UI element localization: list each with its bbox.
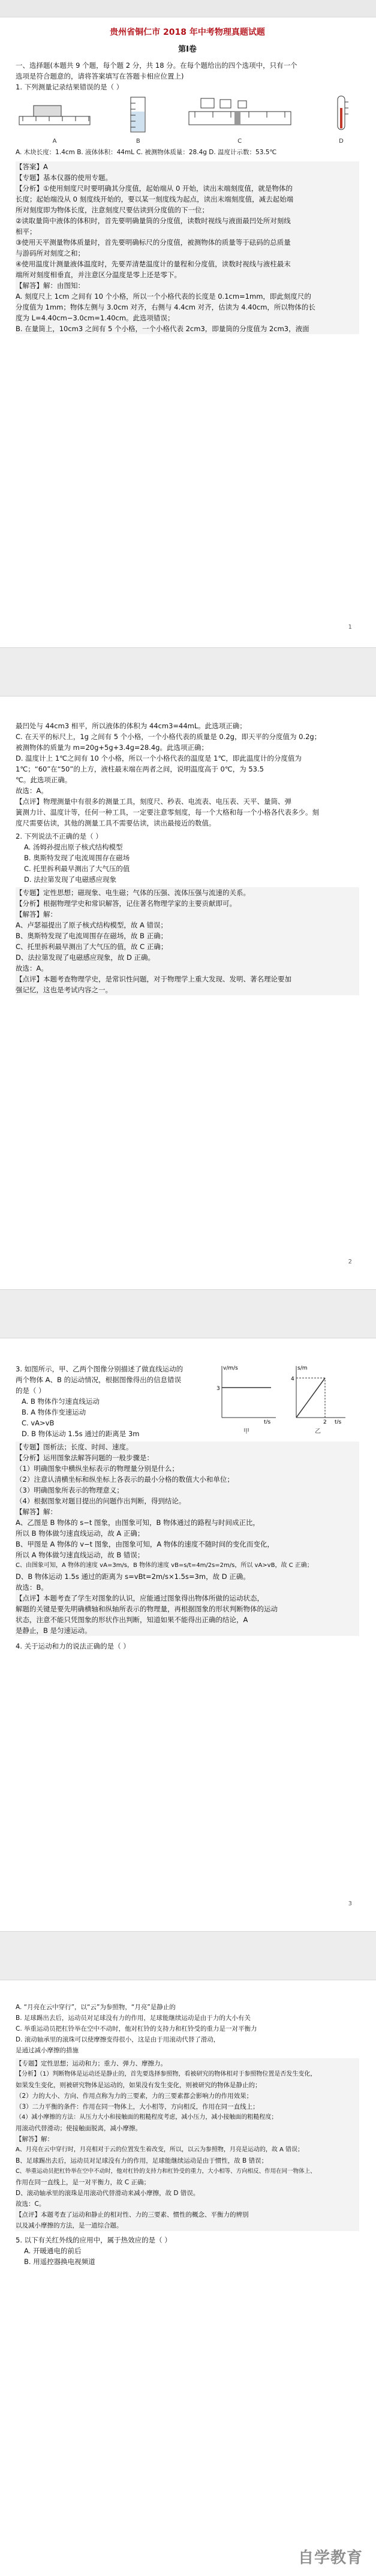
cylinder-figure [120,94,156,145]
graph-b-label: 乙 [315,1428,321,1435]
answer-line: 状态，注意不能只凭图象的形状作出判断，知道如果不能得出正确的结论，A [16,1616,248,1624]
question-3: 两个物体 A、B 的运动情况，根据图像得出的信息错误 [16,1376,182,1384]
answer-line: 所以 A 物体做匀速直线运动，故 B 错误； [16,1551,145,1559]
graph-a-ylabel: v/m/s [223,1365,238,1371]
question-1-figures [16,94,359,145]
answer-line: 【点评】本题考查物理学史，是常识性问题，对于物理学上重大发现、发明、著名理论要加 [16,975,291,983]
answer-line: 1℃；“60”在“50”的上方，液柱最末端在两者之间，说明温度高于 0℃，为 53.5 [16,765,264,773]
ruler-figure [16,94,94,145]
figure-label: D [339,138,344,145]
answer-line: C、由图象可知，A 物体的速度 vA=3m/s，B 物体的速度 vB=s/t=4m/2s=2m/s，所以 vA>vB，故 C 正确； [16,1562,313,1569]
page-1 [0,17,376,648]
answer-line: C、托里拆利最早测出了大气压的值，故 C 正确； [16,942,168,951]
answer-line: 如果发生变化，则被研究物体是运动的，如果没有发生变化，则被研究的物体是静止的； [16,2082,261,2089]
answer-line: D、B 物体运动 1.5s 通过的距离为 s=vBt=2m/s×1.5s=3m，故 D 正确。 [16,1572,250,1581]
answer-line: C. 在天平的标尺上，1g 之间有 5 个小格，一个小格代表的质量是 0.2g，即天平的分度值为 0.2g； [16,732,321,741]
answer-block [16,887,359,995]
answer-line: ④使用温度计测量液体温度时，先要弄清楚温度计的量程和分度值，读数时视线与液柱最末 [16,260,291,268]
option-line: A. 开暖通电的前后 [24,2247,82,2255]
instruction-line: 选项是符合题意的，请将答案填写在答题卡相应位置上) [16,72,184,80]
answer-line: 是静止，B 是匀速运动。 [16,1626,92,1635]
option-line: B. 足球踢出去后，运动员对足球没有力的作用，足球能继续运动是由于力的大小有关 [16,2014,251,2022]
answer-line: 分度值为 1mm；物体左侧与 3.0cm 对齐，右侧与 4.4cm 对齐，估读为 4.40cm，所以物体的长 [16,303,315,311]
option-line: C. 举重运动员把杠铃举在空中不动时，他对杠铃的支持力和杠铃受的重力是一对平衡力 [16,2025,257,2032]
graph-b-tick-y: 4 [291,1376,294,1382]
answer-line: 【专题】图析法；长度、时间、速度。 [16,1443,133,1451]
answer-line: 簧测力计、温度计等，任何一种工具，一定要注意零刻度，每一个大格和每一个小格各代表多少。刻 [16,808,319,816]
answer-line: 相平； [16,227,37,236]
answer-line: 长度；起始端没从 0 刻度线开始的，要以某一刻度线为起点，读出末端刻度值，减去起始端 [16,195,294,203]
answer-line: 用滚动代替滑动；使接触面脱离，减小摩擦。 [16,2125,142,2132]
graph-a-xlabel: t/s [264,1419,271,1424]
page-gap [0,1290,376,1338]
answer-line: 【专题】定性思想；磁现象、电生磁；气体的压强、流体压强与流速的关系。 [16,888,250,897]
answer-line: A、月亮在云中穿行时，月亮相对于云的位置发生着改变，所以，以云为参照物，月亮是运动的，故 A 错误； [16,2146,304,2153]
answer-line: 故选：C。 [16,2200,46,2208]
page-gap [0,1932,376,1980]
option-line: D. 滚动轴承里的滚珠可以使摩擦变得很小，这是由于用滚动代替了滑动， [16,2036,220,2043]
instruction-line: 一、选择题(本题共 9 个题，每个题 2 分，共 18 分。在每个题给出的四个选项中，只有一个 [16,61,297,70]
answer-line: （3）明确图象所表示的物理意义； [16,1486,124,1494]
answer-line: 【分析】①使用刻度尺时要明确其分度值，起始端从 0 开始，读出末端刻度值，就是物体的 [16,184,293,193]
answer-line: （4）根据图象对题目提出的问题作出判断，得到结论。 [16,1497,186,1505]
answer-line: 【解答】解： [16,2136,53,2143]
answer-line: 【点评】本题考查了运动和静止的相对性、力的三要素、惯性的概念、平衡力的辨别 [16,2211,249,2218]
page-4 [0,1980,376,2576]
graph-a-tick: 3 [216,1386,220,1392]
answer-line: （2）力的大小、方向、作用点称为力的三要素，力的三要素都会影响力的作用效果； [16,2092,253,2100]
answer-line: 故选：A。 [16,786,48,795]
answer-block [16,161,359,334]
answer-line: 强记忆，这也是考试内容之一。 [16,986,112,994]
answer-block [16,2058,359,2231]
question-5: 5. 以下有关红外线的应用中，属于热效应的是（ ） [16,2236,172,2244]
option-line: A. B 物体作匀速直线运动 [22,1397,100,1406]
answer-line: 【点评】本题考查了学生对图象的认识，应能通过图象得出物体所做的运动状态， [16,1594,264,1602]
question-1: 1. 下列测量记录结果错误的是（ ） [16,83,124,91]
answer-line: （2）注意认清横坐标和纵坐标上各表示的最小分格的数值大小和单位； [16,1475,234,1484]
figure-label: B [136,138,140,145]
answer-line: 【专题】基本仪器的使用专题。 [16,173,112,182]
answer-line: 【解答】解： [16,910,57,918]
answer-line: 故选：A。 [16,964,48,972]
graph-a-label: 甲 [243,1428,249,1435]
answer-line: ②读取量筒中液体的体积时，首先要明确量筒的分度值，读数时视线与液面最凹处所对刻线 [16,217,291,225]
answer-line: A. 刻度尺上 1cm 之间有 10 个小格，所以一个小格代表的长度是 0.1cm=1mm，即此刻度尺的 [16,292,311,301]
answer-line: 【分析】（1）判断物体是运动还是静止的，首先要选择参照物，看被研究的物体相对于参照物位置是否发生变化， [16,2071,317,2077]
answer-block [16,1442,359,1636]
answer-line: 端所对刻度相垂直，并注意区分温度是零上还是零下。 [16,271,181,279]
answer-line: ℃。此选项正确。 [16,776,72,784]
site-watermark: 自学教育 [297,2549,363,2567]
answer-line: 【解答】解： [16,1508,57,1516]
answer-line: 【分析】运用图象法解答问题的一般步骤是： [16,1454,154,1462]
answer-line: B、奥斯特发现了电流周围存在磁场，故 B 正确； [16,932,168,940]
question-2: 2. 下列说法不正确的是（ ） [16,832,103,840]
answer-line: 被测物体的质量为 m=20g+5g+3.4g=28.4g。此选项正确； [16,743,208,752]
page-number: 2 [348,1259,352,1265]
option-line: C. vA>vB [22,1419,55,1427]
answer-line: D. 温度计上 1℃之间有 10 个小格，所以一个小格代表的温度是 1℃，即此温度计的分度值为 [16,754,302,762]
answer-line: 所以 B 物体做匀速直线运动，故 A 正确； [16,1529,145,1538]
option-line: A. “月亮在云中穿行”，以“云”为参照物，“月亮”是静止的 [16,2004,176,2011]
option-line: D. B 物体运动 1.5s 通过的距离是 3m [22,1430,140,1438]
answer-line: ③使用天平测量物体质量时，首先要明确标尺的分度值，被测物体的质量等于砝码的总质量 [16,238,291,247]
answer-line: B. 在量筒上，10cm3 之间有 5 个小格，一个小格代表 2cm3，即量筒的分度值为 2cm3，液面 [16,325,309,333]
answer-line: D、滚动轴承里的滚珠是用滚动代替滑动来减小摩擦，故 D 错误。 [16,2190,200,2197]
answer-line: 解题的关键是要先明确横轴和纵轴所表示的物理量，再根据图象的形状判断物体的运动 [16,1605,278,1613]
answer-line: 【专题】定性思想；运动和力；重力、弹力、摩擦力。 [16,2060,167,2067]
answer-line: （4）减小摩擦的方法：从压力大小和接触面的粗糙程度考虑，减小压力，减小接触面的粗糙程度； [16,2114,278,2121]
option-line: 是通过减小摩擦的措施 [16,2047,79,2054]
question-3: 3. 如图所示，甲、乙两个图像分别描述了做直线运动的 [16,1365,184,1373]
section-heading: 第Ⅰ卷 [178,45,197,54]
answer-line: 【解答】解：由图知： [16,281,85,290]
answer-line: B、足球踢出去后，运动员对足球没有力的作用，足球能继续运动是由于惯性，故 B 错误； [16,2157,268,2164]
question-3: 的是（ ） [16,1386,46,1395]
answer-line: （3）二力平衡的条件：作用在同一物体上，大小相等，方向相反，作用在同一直线上； [16,2103,259,2110]
thermometer-figure [323,94,359,145]
answer-line: 【分析】根据物理学史和常识解答，记住著名物理学家的主要贡献即可。 [16,899,236,908]
answer-line: （1）明确图象中横纵坐标表示的物理量分别是什么； [16,1464,179,1473]
answer-line: 【答案】A [16,163,48,171]
option-line: C. 托里拆利最早测出了大气压的值 [24,864,130,873]
question-1-options: A. 木块长度：1.4cm B. 液体体积：44mL C. 被测物体质量：28.4g D. 温度计示数：53.5℃ [16,149,277,156]
page-number: 1 [348,624,352,631]
page-2 [0,696,376,1290]
option-line: B. 用遥控器换电视频道 [24,2257,95,2266]
figure-label: C [237,138,242,145]
answer-line: 【点评】物理测量中有很多的测量工具，刻度尺、秒表、电流表、电压表、天平、量筒、弹 [16,797,291,806]
page-gap [0,648,376,696]
answer-line: C、举重运动员把杠铃举在空中不动时，他对杠铃的支持力和杠铃受的重力，大小相等、方向相反、作用在同一物体上、 [16,2168,316,2175]
answer-line: 度为 L=4.40cm−3.0cm=1.40cm。此选项错误； [16,314,175,322]
answer-line: B、甲图是 A 物体的 v−t 图象，由图象可知，A 物体的速度不随时间的变化而变化， [16,1540,274,1548]
graph-a [213,1364,279,1435]
answer-line: 与游码所对刻度之和； [16,249,85,257]
graph-b-ylabel: s/m [297,1365,308,1371]
balance-figure [183,94,297,145]
page-number: 3 [348,1901,352,1907]
answer-line: 度尺需要估读，其他的测量工具不需要估读，读出最接近的数值。 [16,819,216,827]
answer-line: 故选：B。 [16,1583,48,1592]
question-3-graphs [213,1364,348,1435]
graph-b-xlabel: t/s [335,1419,342,1424]
graph-b [288,1364,348,1435]
option-line: D. 法拉第发现了电磁感应现象 [24,875,117,884]
option-line: A. 汤姆孙提出原子核式结构模型 [24,843,123,851]
option-line: B. A 物体作变速运动 [22,1408,86,1416]
answer-line: A、卢瑟福提出了原子核式结构模型，故 A 错误； [16,921,168,929]
page-3 [0,1338,376,1932]
option-line: B. 奥斯特发现了电流周围存在磁场 [24,854,130,862]
answer-line: 最凹处与 44cm3 相平，所以液体的体积为 44cm3=44mL。此选项正确； [16,722,246,730]
answer-line: 所对刻度即为物体长度，注意刻度尺要估读到分度值的下一位； [16,206,209,214]
answer-line: A、乙图是 B 物体的 s−t 图象，由图象可知，B 物体通过的路程与时间成正比， [16,1518,260,1527]
answer-line: 以及减小摩擦的方法，是一道综合题。 [16,2222,123,2229]
answer-line: D、法拉第发现了电磁感应现象，故 D 正确。 [16,953,155,962]
question-4: 4. 关于运动和力的说法正确的是（ ） [16,1642,130,1650]
figure-label: A [52,138,57,145]
document-title: 贵州省铜仁市 2018 年中考物理真题试题 [110,28,265,37]
graph-b-tick-x: 2 [323,1419,327,1424]
answer-line: 作用在同一直线上，是一对平衡力，故 C 正确； [16,2179,151,2186]
